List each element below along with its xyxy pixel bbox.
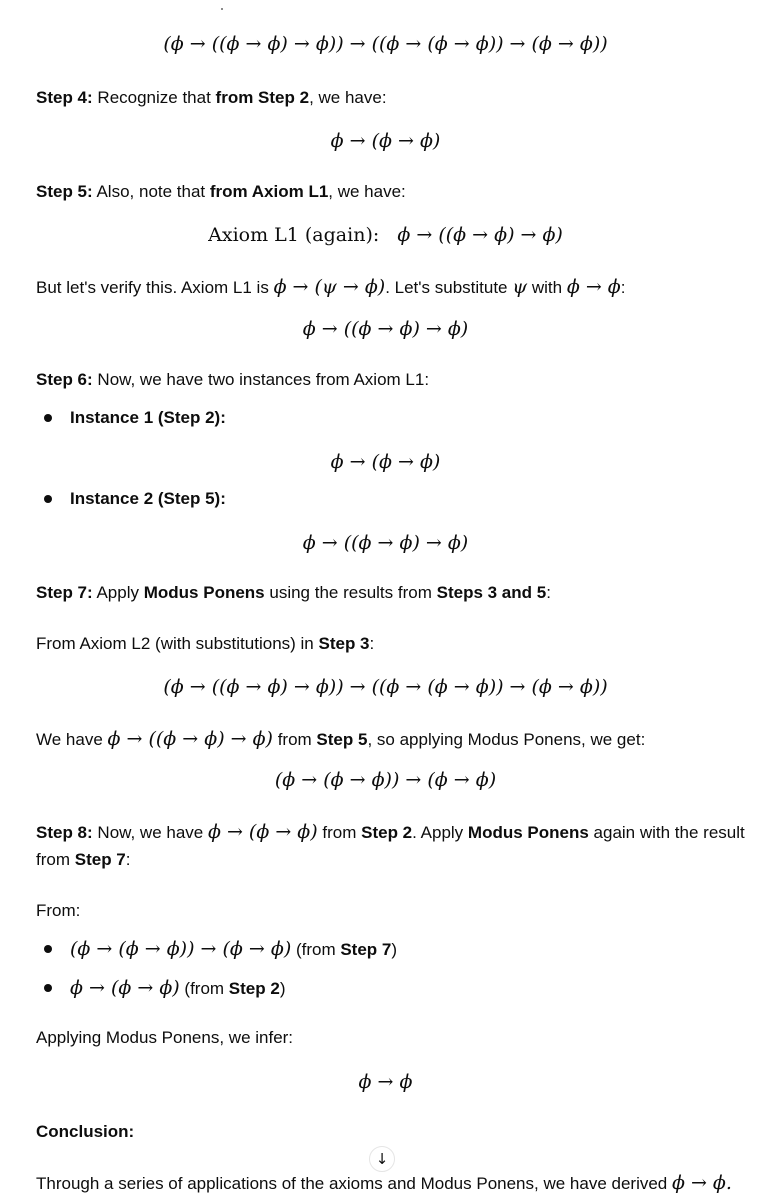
- from-bullet-2: ϕ → (ϕ → ϕ) (from Step 2): [70, 977, 286, 999]
- formula-step4: ϕ → (ϕ → ϕ): [330, 130, 441, 152]
- step7-paragraph: Step 7: Apply Modus Ponens using the results from Steps 3 and 5:: [36, 583, 551, 602]
- we-have-paragraph: We have ϕ → ((ϕ → ϕ) → ϕ) from Step 5, so applying Modus Ponens, we get:: [36, 728, 646, 750]
- step8-paragraph: Step 8: Now, we have ϕ → (ϕ → ϕ) from Step 2. Apply Modus Ponens again with the result: [36, 821, 745, 843]
- bullet-marker: [44, 945, 52, 953]
- applying-paragraph: Applying Modus Ponens, we infer:: [36, 1028, 294, 1047]
- from-l2-paragraph: From Axiom L2 (with substitutions) in Step 3:: [36, 634, 375, 653]
- formula-instance2: ϕ → ((ϕ → ϕ) → ϕ): [302, 532, 469, 554]
- formula-l1-substituted: ϕ → ((ϕ → ϕ) → ϕ): [302, 318, 469, 340]
- formula-axiom-l1-again: Axiom L1 (again): ϕ → ((ϕ → ϕ) → ϕ): [208, 224, 563, 246]
- formula-step7-result: (ϕ → (ϕ → ϕ)) → (ϕ → ϕ): [274, 769, 497, 791]
- bullet-marker: [44, 414, 52, 422]
- stray-dot: [221, 8, 223, 10]
- formula-l2-substituted: (ϕ → ((ϕ → ϕ) → ϕ)) → ((ϕ → (ϕ → ϕ)) → (ϕ → ϕ)): [163, 33, 608, 55]
- step5-paragraph: Step 5: Also, note that from Axiom L1, we have:: [36, 182, 406, 201]
- instance2-label: Instance 2 (Step 5):: [70, 489, 226, 508]
- bullet-marker: [44, 495, 52, 503]
- step4-paragraph: Step 4: Recognize that from Step 2, we have:: [36, 88, 387, 107]
- instance1-label: Instance 1 (Step 2):: [70, 408, 226, 427]
- bullet-marker: [44, 984, 52, 992]
- from-bullet-1: (ϕ → (ϕ → ϕ)) → (ϕ → ϕ) (from Step 7): [70, 938, 398, 960]
- step6-paragraph: Step 6: Now, we have two instances from Axiom L1:: [36, 370, 430, 389]
- formula-l2-step7: (ϕ → ((ϕ → ϕ) → ϕ)) → ((ϕ → (ϕ → ϕ)) → (ϕ → ϕ)): [163, 676, 608, 698]
- conclusion-heading: Conclusion:: [36, 1122, 135, 1141]
- scroll-to-bottom-button[interactable]: [369, 1146, 395, 1172]
- arrow-down-icon: ↓: [375, 1150, 389, 1168]
- formula-instance1: ϕ → (ϕ → ϕ): [330, 451, 441, 473]
- formula-final: ϕ → ϕ: [358, 1071, 413, 1093]
- conclusion-paragraph: Through a series of applications of the axioms and Modus Ponens, we have derived ϕ → ϕ.: [36, 1172, 732, 1194]
- from-label: From:: [36, 901, 81, 920]
- step8-paragraph-line2: from Step 7:: [36, 850, 131, 869]
- verify-paragraph: But let's verify this. Axiom L1 is ϕ → (ψ → ϕ). Let's substitute ψ with ϕ → ϕ:: [36, 276, 626, 298]
